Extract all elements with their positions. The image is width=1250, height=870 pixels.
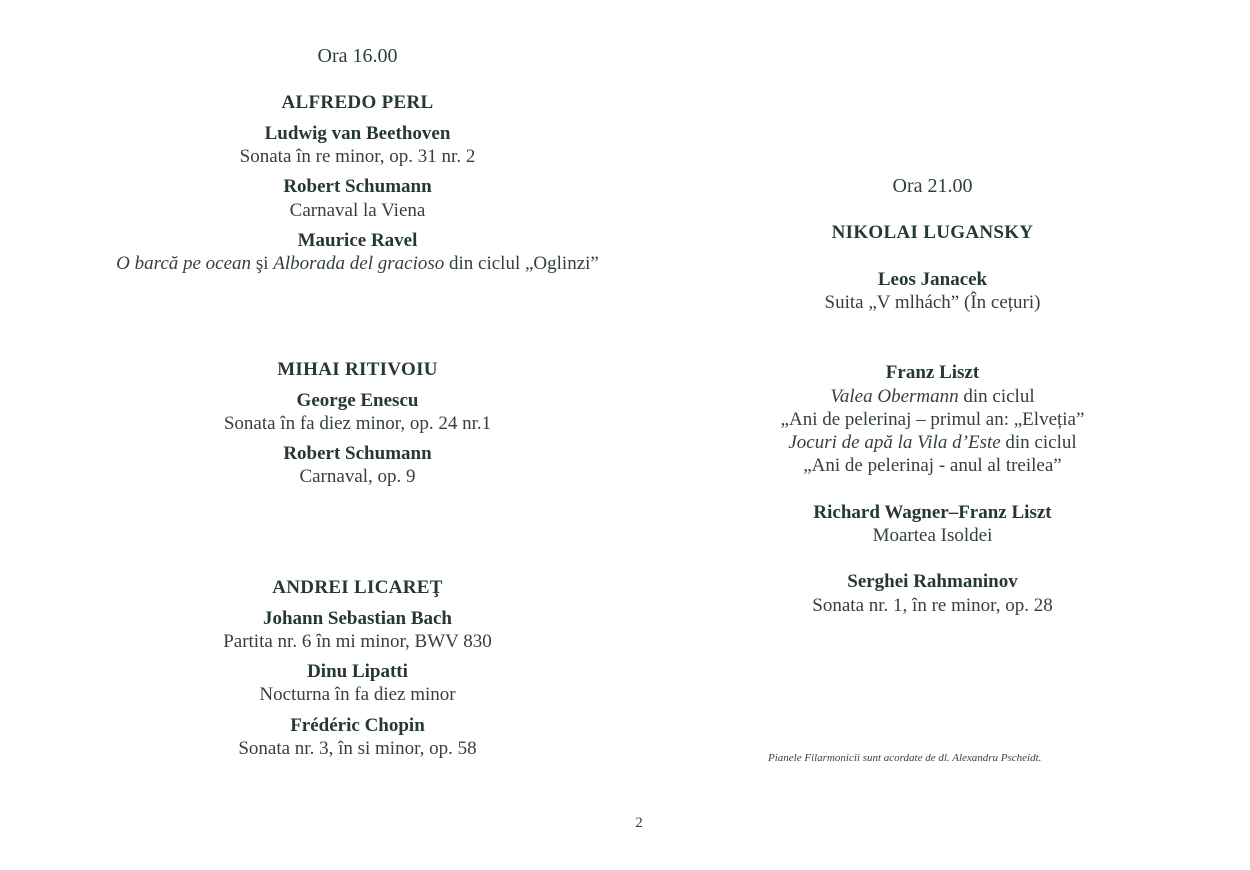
work-title-italic: Valea Obermann [830, 386, 959, 407]
work-title [690, 386, 1175, 408]
work-title-italic: Alborada del gracioso [273, 253, 445, 274]
composer-name: Frédéric Chopin [290, 715, 425, 736]
work-title-text: din ciclul [958, 386, 1035, 407]
composer-name: Serghei Rahmaninov [847, 571, 1018, 592]
piano-tuning-note: Pianele Filarmonicii sunt acordate de dl. Alexandru Pscheidt. [768, 752, 1042, 764]
work-title-text: din ciclul „Oglinzi” [444, 253, 599, 274]
composer-name: Johann Sebastian Bach [262, 608, 452, 629]
work-title: Suita „V mlhách” (În cețuri) [824, 292, 1041, 313]
composer-name: George Enescu [296, 390, 419, 411]
performer-name: NIKOLAI LUGANSKY [831, 222, 1034, 243]
work-title-text: din ciclul [1000, 432, 1077, 453]
composer-name: Richard Wagner–Franz Liszt [813, 502, 1052, 523]
work-title: Sonata nr. 3, în si minor, op. 58 [238, 738, 477, 759]
work-title: Nocturna în fa diez minor [259, 684, 456, 705]
work-title: Carnaval la Viena [289, 200, 426, 221]
composer-name: Leos Janacek [877, 269, 988, 290]
composer-name: Franz Liszt [885, 362, 980, 383]
work-title-italic: O barcă pe ocean [116, 253, 252, 274]
work-title [690, 432, 1175, 454]
work-title: Carnaval, op. 9 [299, 466, 416, 487]
composer-name: Robert Schumann [283, 176, 432, 197]
work-title: Sonata nr. 1, în re minor, op. 28 [812, 595, 1053, 616]
composer-name: Robert Schumann [283, 443, 432, 464]
concert-time-right: Ora 21.00 [892, 175, 973, 197]
work-title-text: şi [251, 253, 274, 274]
page-number: 2 [635, 815, 643, 831]
performer-name: MIHAI RITIVOIU [277, 359, 438, 380]
performer-name: ALFREDO PERL [281, 92, 434, 113]
work-title [40, 253, 675, 275]
work-title: Sonata în re minor, op. 31 nr. 2 [239, 146, 476, 167]
composer-name: Dinu Lipatti [307, 661, 408, 682]
composer-name: Maurice Ravel [297, 230, 418, 251]
work-title: Partita nr. 6 în mi minor, BWV 830 [223, 631, 492, 652]
work-title: Sonata în fa diez minor, op. 24 nr.1 [223, 413, 492, 434]
work-title: Moartea Isoldei [872, 525, 993, 546]
work-title: „Ani de pelerinaj - anul al treilea” [803, 455, 1062, 476]
performer-name: ANDREI LICAREŢ [272, 577, 443, 598]
work-title: „Ani de pelerinaj – primul an: „Elveția” [780, 409, 1085, 430]
work-title-italic: Jocuri de apă la Vila d’Este [788, 432, 1001, 453]
concert-time-left: Ora 16.00 [317, 45, 398, 67]
composer-name: Ludwig van Beethoven [264, 123, 451, 144]
